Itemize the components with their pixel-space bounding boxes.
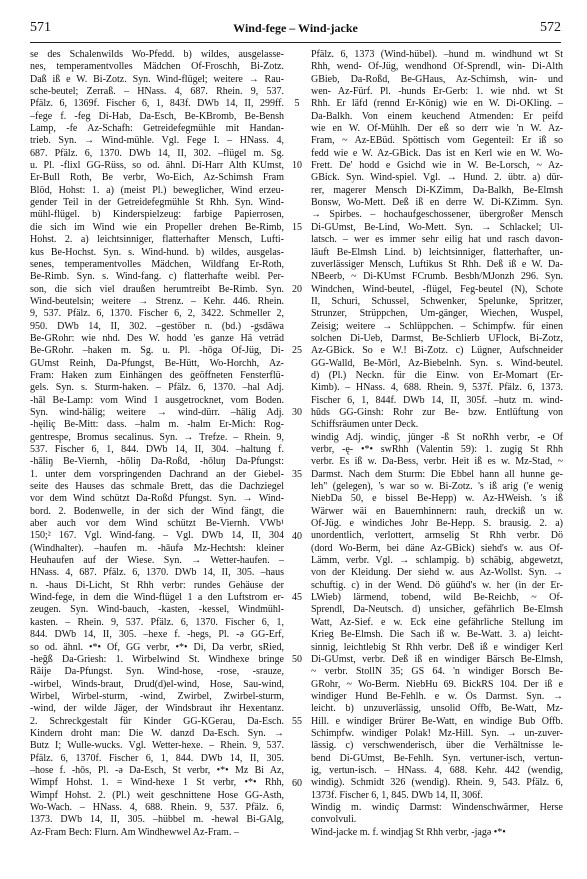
line-number: 20 (292, 283, 302, 295)
entry-line: Wärwer wäi en Bauernhinnern: rauh, dreckiß un w. (311, 505, 563, 517)
left-column-line: –hose f. -hōs, Pl. -ə Da-Esch, St verbr, •*• Mz Bi Az, (30, 764, 284, 776)
entry-line: ig, vertun-isch. – HNass. 4, 688. Kehr. 442 (wendig, (311, 764, 563, 776)
right-column-line: Schiffsräumen unter Deck. (311, 419, 419, 431)
left-page-number: 571 (30, 20, 51, 35)
left-column-line: 950. DWb 14, II, 302. –gestöber n. (bd.) -gsdäwa (30, 320, 284, 332)
left-column-line: Be-GRohr: wie nhd. Des W. hodd 'es ganze Hä veträd (30, 332, 284, 344)
line-number: 10 (292, 160, 302, 172)
page-header (30, 20, 561, 42)
right-column-line: Frett. De' hodd e Gsichd wie in W. Be-Lorsch, ~ Az- (311, 160, 563, 172)
left-column-line: –fege f. -feg Di-Hab, Da-Esch, Be-KBromb, Be-Bensh (30, 110, 284, 122)
left-column-line: bord. 2. Bodenwelle, in der sich der Wind fängt, die (30, 505, 284, 517)
left-column-line: Wind-beutelsin; weitere → Strenz. – Kehr. 446. Rhein. (30, 295, 284, 307)
left-column-line: HNass. 4, 687. Pfälz. 6, 1370. DWb 14, II, 305. –haus (30, 567, 284, 579)
right-column-line: d) (Pl.) Neckn. für die Einw. von Er-Momart (Er- (311, 369, 563, 381)
right-column-line: fedd wie e W. Az-GBick. Das ist en Kerl wie en W. Wo- (311, 147, 563, 159)
left-column-line: -hęiliç Be-Mitt: dass. –halm m. -halm Er-Mich: Rog- (30, 419, 284, 431)
entry-line: convolvuli. (311, 814, 357, 826)
entry-line: Wind-jacke m. f. windjag St Rhh verbr, -jagə •*• (311, 826, 506, 838)
right-column-line: Di-GUmst, Be-Lind, Wo-Mett. Syn. → Schlackel; Ul- (311, 221, 563, 233)
entry-line: 1373f. Fischer 6, 1, 845. DWb 14, II, 306f. (311, 789, 483, 801)
left-column-line: Er-Bull Roth, Be verbr, Wo-Eich, Az-Schimsh Fram (30, 172, 284, 184)
left-column-line: gender Teil in der Getreidefegmühle St Rhh. Syn. Wind- (30, 197, 284, 209)
header-rule (30, 42, 561, 43)
entry-line: leh" (gelegen), 's war so w. Bi-Zotz. 's iß arig ('e wenig (311, 481, 563, 493)
line-number: 15 (292, 221, 302, 233)
right-column-line: II, Schuri, Schussel, Schwenker, Spelunke, Spritzer, (311, 295, 563, 307)
left-column-line: GUmst Reinh, Da-Pfungst, Be-Hütt, Wo-Horchh, Az- (30, 357, 284, 369)
entry-line: lässig. c) verschwenderisch, über die Verhältnisse le- (311, 740, 563, 752)
entry-line: bend Di-GUmst, Be-Fehlh. Syn. vertuner-isch, vertun- (311, 752, 563, 764)
left-column-line: die sich im Wind wie ein Propeller drehen Be-Rimb, (30, 221, 284, 233)
left-column-line: Be-Rimb. Syn. s. Wind-fang. c) flatterhafte weibl. Per- (30, 271, 284, 283)
left-column-line: -wind, der wilde Jäger, der Windsbraut ihr Hexentanz. (30, 703, 284, 715)
right-column-line: wie en W. Of-Mühlh. Der eß so derr wie 'n W. Az- (311, 123, 563, 135)
left-column-line: so od. ähnl. •*• Of, GG verbr, •*• Di, Da verbr, sRied, (30, 641, 284, 653)
entry-line: Windig m. windiç Darmst: Windenschwärmer, Herse (311, 801, 563, 813)
line-number: 30 (292, 407, 302, 419)
line-number: 50 (292, 654, 302, 666)
right-column-line: Fram, ~ Az-EBüd. Spöttisch vom Gegenteil: Er iß so (311, 135, 563, 147)
right-column-line: Rhh, wend- Of-Jüg, wendhond Of-Sprendl, win- Di-Alth (311, 61, 563, 73)
entry-line: Sprendl, Da-Neutsch. d) unsicher, gefährlich Be-Elmsh (311, 604, 563, 616)
line-number: 40 (292, 530, 302, 542)
left-column (30, 49, 284, 839)
right-column-line: läuft Be-Elmsh Lind. b) leichtsinniger, flatterhafter, un- (311, 246, 563, 258)
left-column-line: se des Schalenwilds Wo-Pfedd. b) wildes, ausgelasse- (30, 49, 284, 60)
left-column-line: Az-Fram Bech: Flurn. Am Windhewwel Az-Fram. – (30, 826, 239, 838)
left-column-line: gentrespe, Bromus secalinus. Syn. → Trefze. – Rhein. 9, (30, 431, 284, 443)
running-head: Wind-fege – Wind-jacke (233, 21, 358, 35)
left-column-line: mühl-flügel. b) Kinderspielzeug: farbige Papierrosen, (30, 209, 284, 221)
line-number: 60 (292, 777, 302, 789)
left-column-line: Wind-fege, in dem die Wind-flügel 1 a den Luftstrom er- (30, 592, 284, 604)
entry-line: leicht. b) unzuverlässig, unsolid Offb, Be-Watt, Mz- (311, 703, 563, 715)
entry-line: (dord Wo-Berm, bei däne Az-GBick) siehd's w. aus Of- (311, 542, 563, 554)
right-column-line: NBeerb, ~ Di-KUmst FCrumb. Besbh/MJonzh 296. Syn. (311, 271, 563, 283)
right-column-line: Bonsw, Wo-Mett. Deß iß en derre W. Di-KZimm. Syn. (311, 197, 563, 209)
left-column-line: Lamp, -fe Az-Schafh: Getreidefegmühle mit Handan- (30, 123, 284, 135)
left-column-line: 1373. DWb 14, II, 305. –hübbel m. -hewəl Bi-GAlg, (30, 814, 284, 826)
entry-line: Watt, Az-Sief. e w. Eck eine gefährliche Stellung im (311, 616, 563, 628)
left-column-line: nes, temperamentvolles Mädchen Of-Froschh, Bi-Zotz. (30, 61, 284, 73)
entry-line: sinnig, leichtlebig St Rhh verbr. Deß iß e windiger Kerl (311, 641, 563, 653)
left-column-line: Kindern droht man: Die W. danzd Da-Esch. Syn. → (30, 727, 284, 739)
left-column-line: Syn. wind-hälig; weitere → wind-dürr. –hälig Adj. (30, 406, 284, 418)
left-column-line: seite des Hauses das schmale Brett, das die Dachziegel (30, 481, 284, 493)
left-column-line: 9, 537. Pfälz. 6, 1370. Fischer 6, 2, 3422. Schmeller 2, (30, 308, 284, 320)
right-column-line: GBick. Syn. Wind-spiel. Vgl. → Hund. 2. übtr. a) dür- (311, 172, 563, 184)
left-column-line: kasten. – Rhein. 9, 537. Pfälz. 6, 1370. Fischer 6, 1, (30, 616, 284, 628)
left-column-line: Wimpf Hohst. 1. = Wind-hexe 1 St verbr, •*• Rhh, (30, 777, 284, 789)
left-column-line: aber auch vor dem Wind schützt Be-Viernh. VWb¹ (30, 518, 284, 530)
entry-line: windiger Hund Be-Fehlh. e w. Ös Darmst. Syn. → (311, 690, 563, 702)
right-column-line: rer, magerer Mensch Di-KZimm, Da-Balkh, Be-Elmsh (311, 184, 563, 196)
entry-line: Darmst. Nach dem Sturm: Die Ebbel hann all hunne ge- (311, 468, 563, 480)
right-column-line: hūds GG-Ginsh: Rohr zur Be- bzw. Entlüftung von (311, 406, 563, 418)
entry-line: Of-Jüg. e windiches Johr Be-Hepp. S. brausig. 2. a) (311, 518, 563, 530)
line-number: 55 (292, 715, 302, 727)
left-column-line: kus Be-Hochst. Syn. s. Wind-hund. b) wildes, ausgelas- (30, 246, 284, 258)
entry-line: verbr, -ę- •*• swRhh (Valentin 59): 1. zugig St Rhh (311, 444, 563, 455)
left-column-line: Blöd, Hohst: 1. a) (meist Pl.) beweglicher, Wind erzeu- (30, 184, 284, 196)
right-column-line: Fischer 6, 1, 844f. DWb 14, II, 305f. –hutz m. wind- (311, 394, 563, 406)
left-column-line: Hohst. 2. a) leichtsinniger, flatterhafter Mensch, Lufti- (30, 234, 284, 246)
right-page-number: 572 (540, 20, 561, 35)
left-column-line: -hāl Be-Lamp: vom Wind 1 ausgetrocknet, vom Boden. (30, 394, 284, 406)
right-column-line: Rhh. Er läfd (rennd Er-König) wie en W. Di-OKling. – (311, 98, 563, 110)
left-column-line: 150;² 167. Vgl. Wind-fang. – Vgl. DWb 14, II, 304 (30, 530, 284, 542)
line-number: 35 (292, 468, 302, 480)
left-column-line: -wirbel, Winds-braut, Drud(d)el-wind, Hose, Sau-wind, (30, 678, 284, 690)
right-column-line: GG-Walld, Be-Mörl, Az-Biebelnh. Syn. s. Wind-beutel. (311, 357, 563, 369)
left-column-line: vor dem Wind schützt Da-Roßd Pfungst. Syn. → Wind- (30, 493, 284, 505)
left-column-line: 537. Fischer 6, 1, 844. DWb 14, II, 304. –haltung f. (30, 444, 284, 455)
left-column-line: n. -haus Di-Licht, St Rhh verbr: rundes Gehäuse der (30, 579, 284, 591)
left-column-line: Pfälz. 6, 1369f. Fischer 6, 1, 843f. DWb 14, II, 299ff. (30, 98, 284, 110)
left-column-line: gels. Syn. s. Sturm-haken. – Pfälz. 6, 1370. –hal Adj. (30, 382, 284, 394)
left-column-line: Heuhaufen auf der Wiese. Syn. → Wetter-haufen. – (30, 555, 284, 567)
right-column-line: solchen Di-Ueb, Darmst, Be-Schlierb UFlock, Bi-Zotz, (311, 332, 563, 344)
right-column-line: Strunzer, Strüppchen, Um-gänger, Wiechen, Wuspel, (311, 308, 563, 320)
entry-line: ~ verbr. StollN 35; GS 64. 'n windiger Borsch Be- (311, 666, 563, 678)
entry-line: Schimpfw. windiger Polak! Mz-Hill. Syn. → un-zuver- (311, 727, 563, 739)
right-column-line: → Spirbes. – hochaufgeschossener, übergroßer Mensch (311, 209, 563, 221)
right-column-line: Windchen, Wind-beutel, -flügel, Feg-beutel (N), Schote (311, 283, 563, 295)
right-column-line: latsch. – wer es immer sehr eilig hat und rasch davon- (311, 234, 563, 246)
right-column-line: Kimb). – HNass. 4, 688. Rhein. 9, 537f. Pfälz. 6, 1373. (311, 382, 563, 394)
left-column-line: -hāliŋ Be-Viernh, -hōliŋ Da-Roßd, -hōluŋ Da-Pfungst: (30, 456, 284, 468)
entry-line: LWieb) lärmend, tobend, wild Be-Reichb, ~ Of- (311, 592, 563, 604)
line-number: 25 (292, 345, 302, 357)
left-column-line: Fram: Haken zum Einhängen des geöffneten Fensterflü- (30, 369, 284, 381)
entry-line: GRohr, ~ Wo-Berm. NiebHu 69. BickRS 104. Der iß e (311, 678, 563, 690)
entry-line: Krieg Be-Elmsh. Die Sach iß w. Be-Watt. 3. a) leicht- (311, 629, 563, 641)
left-column-line: u. Pl. -flixl GG-Rüss, so od. ähnl. Di-Harr Alth KUmst, (30, 160, 284, 172)
left-column-line: -heğß Da-Griesh: 1. Wirbelwind St. Windhexe bringe (30, 653, 284, 665)
left-column-line: Be-GRohr. –haken m. Sg. u. Pl. -hōga Of-Jüg, Di- (30, 345, 284, 357)
line-number: 5 (294, 98, 300, 110)
right-column-line: zuverlässiger Mensch, Luftikus St Rhh. Deß iß e W. Da- (311, 258, 563, 270)
entry-line: schuftig. c) in der Wend. Dö güühd's w. her (in der Er- (311, 579, 563, 591)
right-column-line: wen- Az-Fürf. Pl. -hunds Er-Gerb: 1. wie nhd. wt St (311, 86, 563, 98)
left-column-line: son, die sich viel draußen herumtreibt Be-Rimb. Syn. (30, 283, 284, 295)
left-column-line: (Windhalter). –haufen m. -hāufə Mz-Hechtsh: kleiner (30, 542, 284, 554)
entry-line: windig). Schmidt 326 (wendig). Rhein. 9, 543. Pfälz. 6, (311, 777, 563, 789)
entry-line: Di-GUmst, verbr. Deß iß en windiger Bärsch Be-Elmsh, (311, 653, 563, 665)
right-column-line: Pfälz. 6, 1373 (Wind-hübel). –hund m. windhund wt St (311, 49, 563, 60)
left-column-line: 2. Schreckgestalt für Kinder GG-KGerau, Da-Esch. (30, 715, 284, 727)
entry-line: Hill. e windiger Brürer Be-Watt, en windige Bub Offb. (311, 715, 563, 727)
left-column-line: Pfälz. 6, 1370f. Fischer 6, 1, 844. DWb 14, II, 305. (30, 752, 284, 764)
left-column-line: Butz I; Wulle-wucks. Vgl. Wetter-hexe. – Rhein. 9, 537. (30, 740, 284, 752)
left-column-line: sche-beutel; Zerraß. – HNass. 4, 687. Rhein. 9, 537. (30, 86, 284, 98)
entry-line: von der Kleidung. Der siehd w. aus Az-Wollst. Syn. → (311, 567, 563, 579)
left-column-line: Wirbel, Wirbel-sturm, -wind, Zwirbel, Zwirbel-sturm, (30, 690, 284, 702)
right-column-line: Zeisig; weitere → Schlüppchen. – Schimpfw. für einen (311, 320, 563, 332)
left-column-line: senes, temperamentvolles Mädchen, Wildfang Er-Roth, (30, 258, 284, 270)
left-column-line: 1. unter dem vorspringenden Dachrand an der Giebel- (30, 468, 284, 480)
left-column-line: 687. Pfälz. 6, 1370. DWb 14, II, 302. –flügel m. Sg. (30, 147, 284, 159)
left-column-line: Daß iß e W. Bi-Zotz. Syn. Wind-flügel; weitere → Rau- (30, 73, 284, 85)
entry-line: windig Adj. windiç, jünger -ß St noRhh verbr, -e Of (311, 431, 563, 443)
left-column-line: zeugen. Syn. Wind-bauch, -kasten, -kessel, Windmühl- (30, 604, 284, 616)
entry-line: NiebDa 50, e bissel Be-Hepp) w. Az-HWeish. 's iß (311, 493, 563, 505)
right-column-line: Da-Balkh. Von einem keuchend Atmenden: Er peifd (311, 110, 563, 122)
entry-line: unordentlich, verlottert, armselig St Rhh verbr. Dö (311, 530, 563, 542)
right-column-line: Az-GBick. So e W.! Bi-Zotz. c) Lügner, Aufschneider (311, 345, 563, 357)
left-column-line: trieb. Syn. → Wind-mühle. Vgl. Fege I. – HNass. 4, (30, 135, 284, 147)
left-column-line: Wimpf Hohst. 2. (Pl.) weit geschnittene Hose GG-Asth, (30, 789, 284, 801)
left-column-line: 844. DWb 14, II, 305. –hexe f. -hegs, Pl. -ə GG-Erf, (30, 629, 284, 641)
line-number: 45 (292, 592, 302, 604)
entry-line: Lämm, verbr. Vgl. → schlampig. b) schäbig, abgewetzt, (311, 555, 563, 567)
right-column (311, 49, 563, 839)
left-column-line: Wo-Wach. – HNass. 4, 688. Rhein. 9, 537. Pfälz. 6, (30, 801, 284, 813)
entry-line: verbr. Es iß w. Da-Bess, verbr. Heit iß es w. Mz-Stad, ~ (311, 456, 563, 468)
right-column-line: GBieb, Da-Roßd, Be-GHaus, Az-Schimsh, win- und (311, 73, 563, 85)
left-column-line: Räije Da-Pfungst. Syn. Wind-hose, -rose, -srauze, (30, 666, 284, 678)
